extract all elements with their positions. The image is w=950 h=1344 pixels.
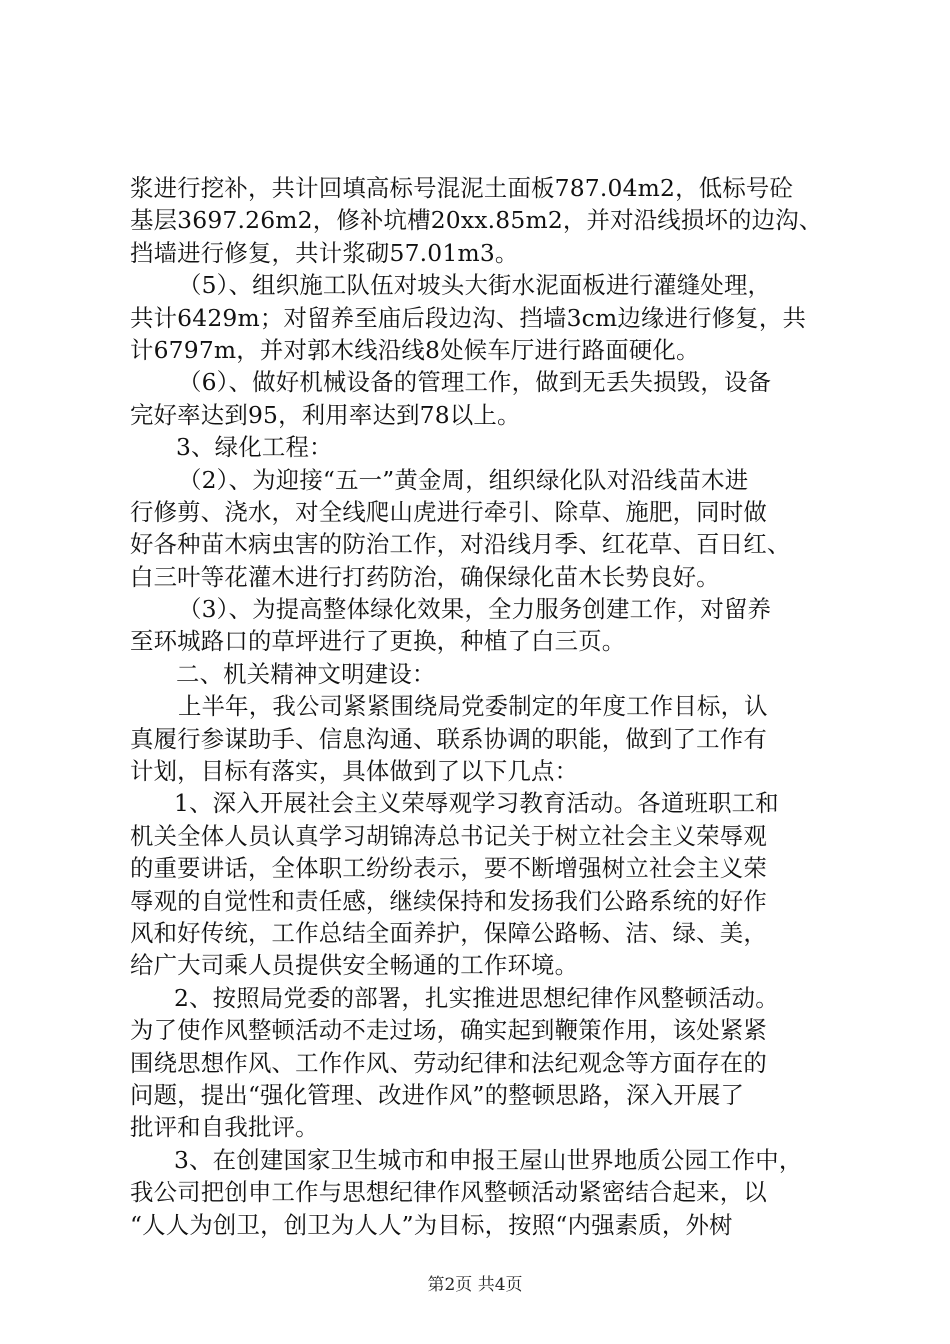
text-line: 机关全体人员认真学习胡锦涛总书记关于树立社会主义荣辱观 (130, 821, 767, 850)
text-line: 好各种苗木病虫害的防治工作，对沿线月季、红花草、百日红、 (130, 530, 791, 559)
text-line: 围绕思想作风、工作作风、劳动纪律和法纪观念等方面存在的 (130, 1048, 767, 1077)
text-line: 完好率达到95，利用率达到78以上。 (130, 400, 521, 429)
text-line: 1、深入开展社会主义荣辱观学习教育活动。各道班职工和 (174, 789, 779, 818)
text-line: 至环城路口的草坪进行了更换，种植了白三页。 (130, 627, 626, 656)
text-line: “人人为创卫，创卫为人人”为目标，按照“内强素质，外树 (130, 1210, 733, 1239)
text-line: 我公司把创申工作与思想纪律作风整顿活动紧密结合起来，以 (130, 1178, 767, 1207)
text-line: （2）、为迎接“五一”黄金周，组织绿化队对沿线苗木进 (178, 465, 749, 494)
text-line: （3）、为提高整体绿化效果，全力服务创建工作，对留养 (178, 595, 772, 624)
text-line: 给广大司乘人员提供安全畅通的工作环境。 (130, 951, 579, 980)
text-line: 3、在创建国家卫生城市和申报王屋山世界地质公园工作中， (174, 1145, 803, 1174)
text-line: 为了使作风整顿活动不走过场，确实起到鞭策作用，该处紧紧 (130, 1016, 767, 1045)
text-line: 真履行参谋助手、信息沟通、联系协调的职能，做到了工作有 (130, 724, 767, 753)
text-line: 计划，目标有落实，具体做到了以下几点： (130, 757, 579, 786)
text-line: 批评和自我批评。 (130, 1113, 319, 1142)
section-heading: 3、绿化工程： (176, 433, 333, 462)
text-line: （5）、组织施工队伍对坡头大街水泥面板进行灌缝处理， (178, 271, 772, 300)
section-heading: 二、机关精神文明建设： (176, 659, 436, 688)
text-line: 2、按照局党委的部署，扎实推进思想纪律作风整顿活动。 (174, 983, 779, 1012)
text-line: 计6797m，并对郭木线沿线8处候车厅进行路面硬化。 (130, 335, 700, 364)
text-line: 挡墙进行修复，共计浆砌57.01m3。 (130, 238, 519, 267)
text-line: 上半年，我公司紧紧围绕局党委制定的年度工作目标，认 (178, 692, 768, 721)
page-number: 第2页 共4页 (427, 1275, 523, 1295)
text-line: 浆进行挖补，共计回填高标号混泥土面板787.04m2，低标号砼 (130, 174, 794, 202)
text-line: 风和好传统，工作总结全面养护，保障公路畅、洁、绿、美， (130, 918, 767, 947)
text-line: 白三叶等花灌木进行打药防治，确保绿化苗木长势良好。 (130, 562, 720, 591)
text-line: 行修剪、浇水，对全线爬山虎进行牵引、除草、施肥，同时做 (130, 497, 767, 526)
text-line: 的重要讲话，全体职工纷纷表示，要不断增强树立社会主义荣 (130, 854, 767, 883)
text-line: 辱观的自觉性和责任感，继续保持和发扬我们公路系统的好作 (130, 886, 767, 915)
text-line: 共计6429m；对留养至庙后段边沟、挡墙3cm边缘进行修复，共 (130, 303, 807, 332)
page-footer (0, 1270, 950, 1295)
body-text (130, 172, 830, 1241)
text-line: （6）、做好机械设备的管理工作，做到无丢失损毁，设备 (178, 368, 772, 397)
text-line: 基层3697.26m2，修补坑槽20xx.85m2，并对沿线损坏的边沟、 (130, 206, 823, 235)
text-line: 问题，提出“强化管理、改进作风”的整顿思路，深入开展了 (130, 1080, 745, 1109)
